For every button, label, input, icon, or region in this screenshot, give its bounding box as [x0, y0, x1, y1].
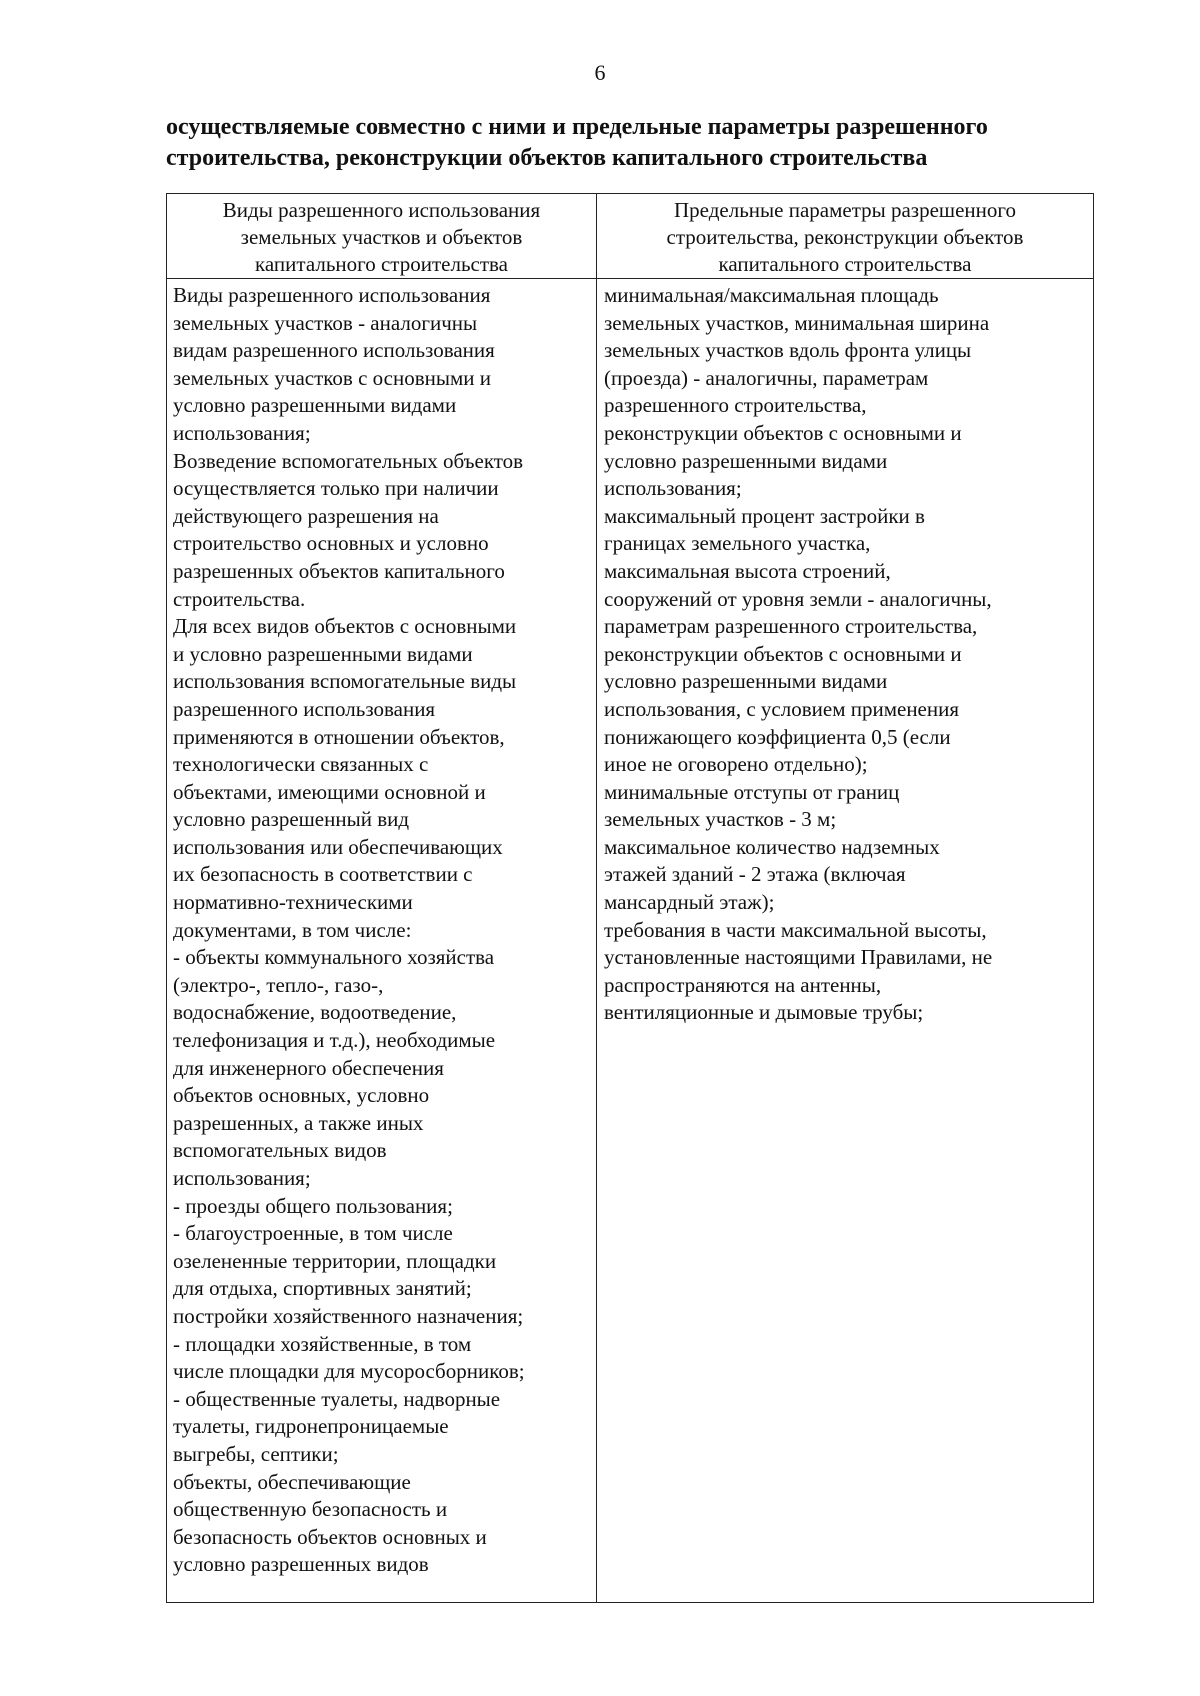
- left-cell-line: технологически связанных с: [173, 752, 429, 777]
- left-cell-line: земельных участков с основными и: [173, 365, 491, 390]
- right-cell-line: условно разрешенными видами: [604, 448, 888, 473]
- right-cell-line: минимальные отступы от границ: [604, 779, 900, 804]
- left-cell-line: действующего разрешения на: [173, 503, 439, 528]
- cell-permitted-uses: [173, 282, 525, 1579]
- left-cell-line: условно разрешенными видами: [173, 393, 457, 418]
- header-right-line: строительства, реконструкции объектов: [666, 225, 1024, 249]
- page-number: 6: [594, 60, 606, 85]
- left-cell-line: объектами, имеющими основной и: [173, 779, 486, 804]
- left-cell-line: постройки хозяйственного назначения;: [173, 1303, 524, 1328]
- left-cell-line: вспомогательных видов: [173, 1138, 387, 1163]
- left-cell-line: объекты, обеспечивающие: [173, 1469, 411, 1494]
- header-right-line: Предельные параметры разрешенного: [674, 198, 1016, 222]
- left-cell-line: их безопасность в соответствии с: [173, 862, 473, 887]
- left-cell-line: туалеты, гидронепроницаемые: [173, 1414, 449, 1439]
- left-cell-line: - общественные туалеты, надворные: [173, 1386, 501, 1411]
- left-cell-line: водоснабжение, водоотведение,: [173, 1000, 457, 1025]
- right-cell-line: минимальная/максимальная площадь: [604, 283, 939, 307]
- right-cell-line: земельных участков - 3 м;: [604, 807, 837, 832]
- right-cell-line: разрешенного строительства,: [604, 393, 867, 418]
- left-cell-line: числе площадки для мусоросборников;: [173, 1359, 525, 1384]
- column-divider: [596, 194, 597, 1602]
- left-cell-line: нормативно-техническими: [173, 890, 413, 915]
- heading-line-2: строительства, реконструкции объектов капитального строительства: [166, 145, 928, 171]
- right-cell-line: этажей зданий - 2 этажа (включая: [604, 862, 906, 887]
- left-cell-line: условно разрешенный вид: [173, 807, 410, 832]
- left-cell-line: строительство основных и условно: [173, 531, 489, 556]
- left-cell-line: для отдыха, спортивных занятий;: [173, 1276, 472, 1301]
- section-heading: [166, 112, 1106, 174]
- left-cell-line: видам разрешенного использования: [173, 338, 495, 363]
- right-cell-line: земельных участков, минимальная ширина: [604, 310, 990, 335]
- left-cell-line: Для всех видов объектов с основными: [173, 614, 517, 639]
- header-left-line: Виды разрешенного использования: [222, 198, 541, 222]
- right-cell-line: реконструкции объектов с основными и: [604, 420, 962, 445]
- heading-line-1: осуществляемые совместно с ними и предельные параметры разрешенного: [166, 114, 988, 140]
- left-cell-line: использования;: [173, 420, 311, 445]
- left-cell-line: разрешенного использования: [173, 696, 436, 721]
- header-right: [600, 197, 1090, 278]
- header-divider: [167, 278, 1093, 279]
- left-cell-line: безопасность объектов основных и: [173, 1524, 487, 1549]
- left-cell-line: документами, в том числе:: [173, 917, 412, 942]
- left-cell-line: для инженерного обеспечения: [173, 1055, 444, 1080]
- right-cell-line: распространяются на антенны,: [604, 972, 882, 997]
- right-cell-line: условно разрешенными видами: [604, 669, 888, 694]
- left-cell-line: использования или обеспечивающих: [173, 834, 503, 859]
- left-cell-line: - площадки хозяйственные, в том: [173, 1331, 472, 1356]
- left-cell-line: - объекты коммунального хозяйства: [173, 945, 495, 970]
- left-cell-line: выгребы, септики;: [173, 1441, 339, 1466]
- header-right-line: капитального строительства: [718, 252, 972, 276]
- right-cell-line: (проезда) - аналогичны, параметрам: [604, 365, 929, 390]
- right-cell-line: границах земельного участка,: [604, 531, 871, 556]
- right-cell-line: максимальный процент застройки в: [604, 503, 925, 528]
- left-cell-line: Виды разрешенного использования: [173, 283, 491, 307]
- left-cell-line: и условно разрешенными видами: [173, 641, 473, 666]
- left-cell-line: осуществляется только при наличии: [173, 476, 499, 501]
- right-cell-line: мансардный этаж);: [604, 890, 775, 915]
- header-left: [171, 197, 592, 278]
- right-cell-line: реконструкции объектов с основными и: [604, 641, 962, 666]
- right-cell-line: максимальная высота строений,: [604, 558, 891, 583]
- left-cell-line: общественную безопасность и: [173, 1497, 448, 1522]
- right-cell-line: требования в части максимальной высоты,: [604, 917, 987, 942]
- right-cell-line: установленные настоящими Правилами, не: [604, 945, 993, 970]
- left-cell-line: Возведение вспомогательных объектов: [173, 448, 524, 473]
- header-left-line: капитального строительства: [255, 252, 508, 276]
- left-cell-line: телефонизация и т.д.), необходимые: [173, 1028, 496, 1053]
- right-cell-line: параметрам разрешенного строительства,: [604, 614, 978, 639]
- right-cell-line: максимальное количество надземных: [604, 834, 940, 859]
- right-cell-line: вентиляционные и дымовые трубы;: [604, 1000, 924, 1025]
- right-cell-line: использования, с условием применения: [604, 696, 960, 721]
- left-cell-line: использования вспомогательные виды: [173, 669, 517, 694]
- left-cell-line: объектов основных, условно: [173, 1083, 430, 1108]
- right-cell-line: понижающего коэффициента 0,5 (если: [604, 724, 951, 749]
- left-cell-line: земельных участков - аналогичны: [173, 310, 478, 335]
- cell-limit-parameters: [604, 282, 992, 1027]
- right-cell-line: использования;: [604, 476, 742, 501]
- left-cell-line: - благоустроенные, в том числе: [173, 1221, 453, 1246]
- left-cell-line: разрешенных объектов капитального: [173, 558, 505, 583]
- right-cell-line: сооружений от уровня земли - аналогичны,: [604, 586, 992, 611]
- left-cell-line: разрешенных, а также иных: [173, 1110, 424, 1135]
- left-cell-line: использования;: [173, 1166, 311, 1190]
- right-cell-line: земельных участков вдоль фронта улицы: [604, 338, 972, 363]
- left-cell-line: применяются в отношении объектов,: [173, 724, 505, 749]
- regulations-table: [166, 193, 1094, 1603]
- right-cell-line: иное не оговорено отдельно);: [604, 752, 868, 777]
- left-cell-line: озелененные территории, площадки: [173, 1248, 497, 1273]
- left-cell-line: (электро-, тепло-, газо-,: [173, 972, 384, 997]
- left-cell-line: - проезды общего пользования;: [173, 1193, 453, 1218]
- header-left-line: земельных участков и объектов: [240, 225, 523, 249]
- left-cell-line: строительства.: [173, 586, 306, 611]
- left-cell-line: условно разрешенных видов: [173, 1552, 429, 1577]
